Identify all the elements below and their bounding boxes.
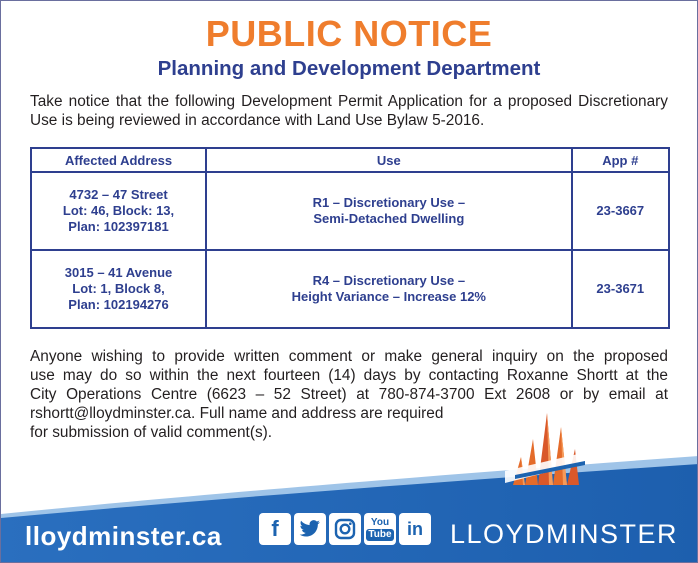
address-line: Plan: 102397181 (68, 219, 169, 234)
table-header-row (31, 148, 669, 172)
column-header-address: Affected Address (31, 148, 206, 172)
table-row (31, 172, 669, 250)
applications-table (30, 147, 670, 329)
linkedin-glyph: in (407, 518, 423, 539)
column-header-use: Use (206, 148, 572, 172)
use-cell (206, 172, 572, 250)
youtube-icon[interactable] (364, 513, 396, 545)
twitter-icon[interactable] (294, 513, 326, 545)
address-line: Plan: 102194276 (68, 297, 169, 312)
instructions-line: rshortt@lloydminster.ca. Full name and address are required (30, 405, 444, 422)
instagram-icon[interactable] (329, 513, 361, 545)
notice-title: PUBLIC NOTICE (205, 13, 493, 54)
use-line: Height Variance – Increase 12% (291, 289, 486, 304)
address-line: 3015 – 41 Avenue (64, 265, 173, 280)
facebook-glyph: f (271, 516, 279, 541)
instagram-camera-icon (334, 518, 356, 540)
instructions-line: for submission of valid comment(s). (30, 424, 273, 441)
twitter-bird-icon (299, 520, 321, 538)
use-line: R1 – Discretionary Use – (312, 195, 466, 210)
use-cell (206, 250, 572, 328)
intro-paragraph: Take notice that the following Development Permit Application for a proposed Discretionary Use is being reviewed in accordance with Land Use Bylaw 5-2016. (30, 93, 668, 129)
use-line: R4 – Discretionary Use – (312, 273, 466, 288)
address-line: Lot: 46, Block: 13, (62, 203, 175, 218)
table-row (31, 250, 669, 328)
department-subtitle: Planning and Development Department (157, 57, 541, 80)
facebook-icon[interactable] (259, 513, 291, 545)
address-cell (31, 250, 206, 328)
address-cell (31, 172, 206, 250)
column-header-app-number: App # (572, 148, 669, 172)
linkedin-icon[interactable] (399, 513, 431, 545)
app-number-cell: 23-3671 (572, 250, 669, 328)
instructions-line: City Operations Centre (6623 – 52 Street) at 780-874-3700 Ext 2608 or by email at (30, 386, 668, 403)
address-line: Lot: 1, Block 8, (72, 281, 165, 296)
instructions-line: use may do so within the next fourteen (14) days by contacting Roxanne Shortt at the (30, 367, 668, 384)
lloydminster-logo-icon (505, 399, 591, 489)
use-line: Semi-Detached Dwelling (313, 211, 465, 226)
social-icons (259, 513, 431, 545)
address-line: 4732 – 47 Street (69, 187, 168, 202)
brand-wordmark: LLOYDMINSTER (450, 519, 679, 549)
app-number-cell: 23-3667 (572, 172, 669, 250)
website-link[interactable]: lloydminster.ca (25, 521, 222, 551)
instructions-line: Anyone wishing to provide written comment or make general inquiry on the proposed (30, 348, 668, 365)
youtube-label-top: You (370, 516, 390, 528)
youtube-label-bottom: Tube (368, 528, 392, 540)
